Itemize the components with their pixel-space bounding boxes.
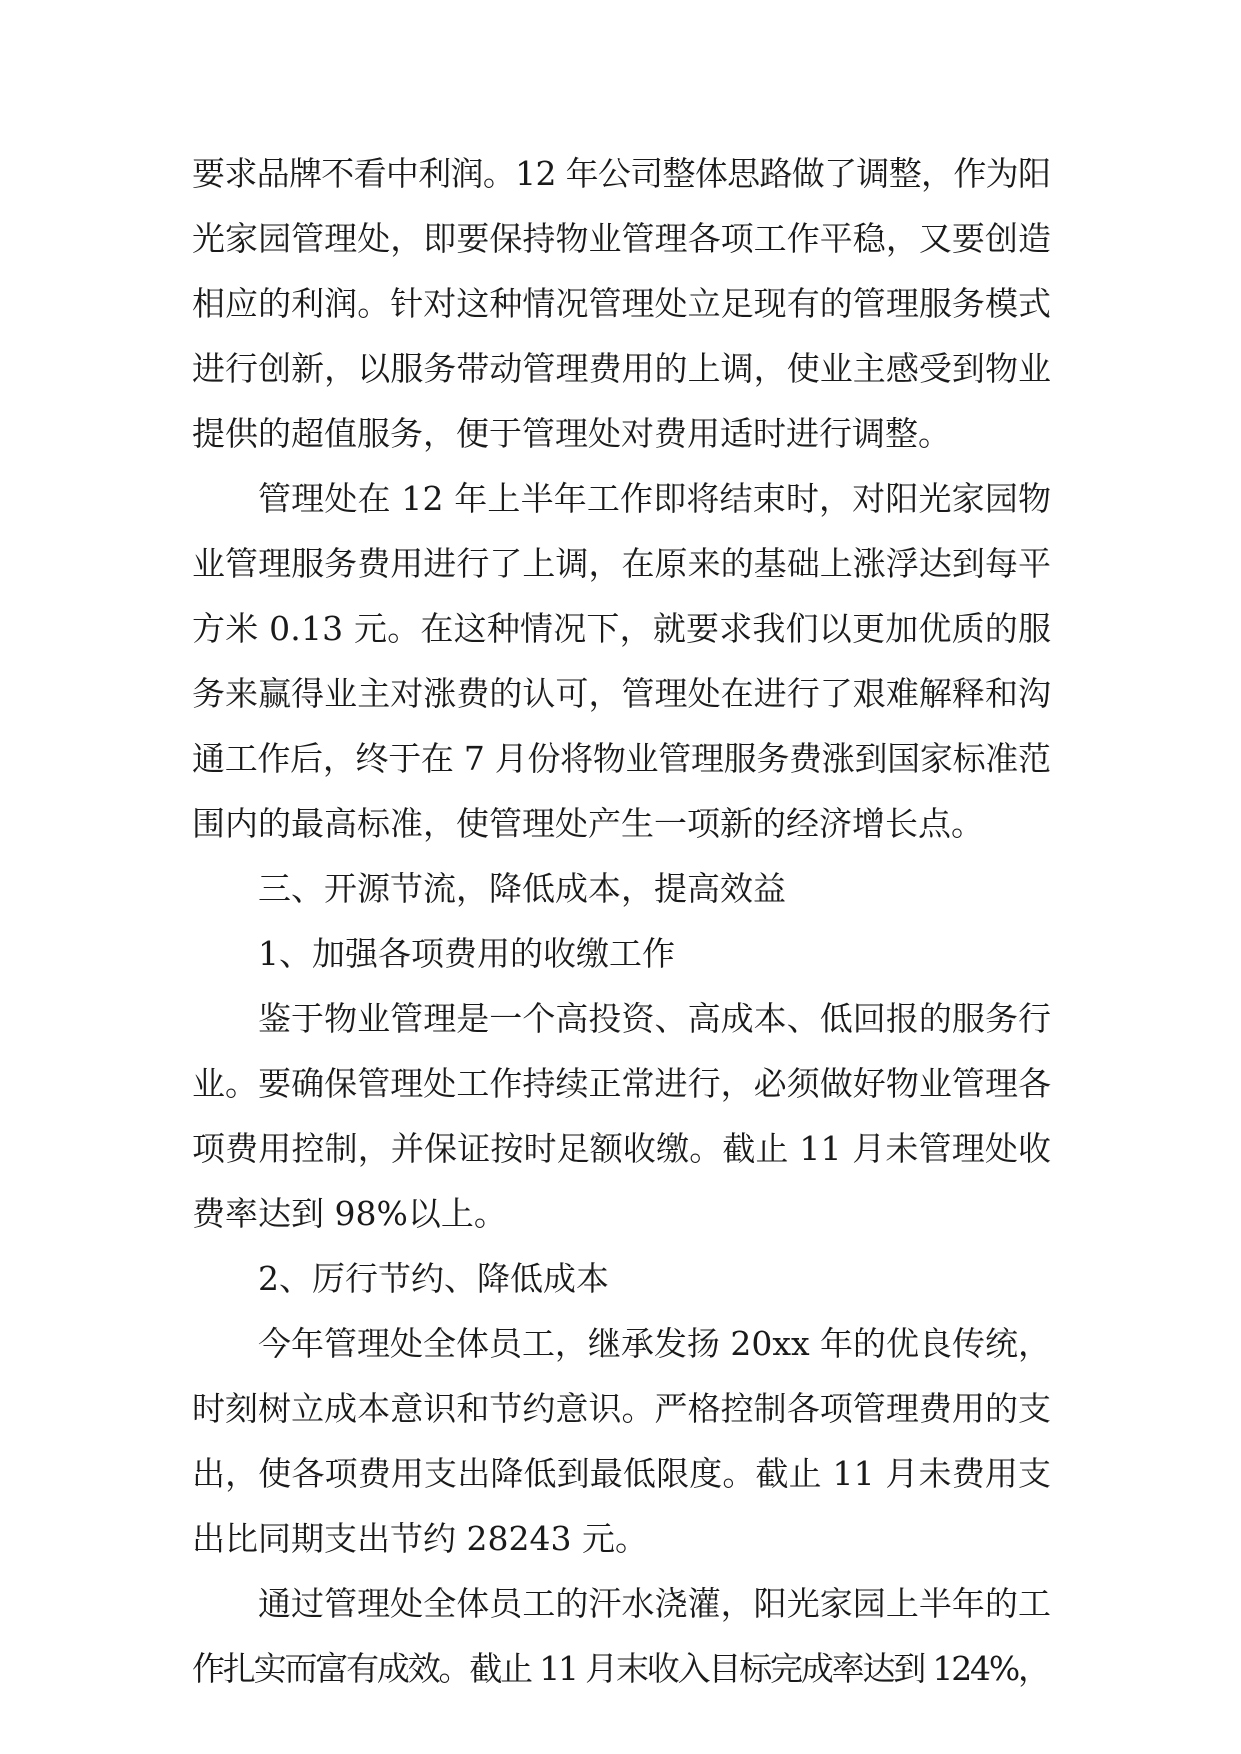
text-line-content: 方米 0.13 元。在这种情况下，就要求我们以更加优质的服: [192, 609, 1052, 648]
text-line-content: 时刻树立成本意识和节约意识。严格控制各项管理费用的支: [192, 1389, 1052, 1428]
text-line-content: 项费用控制，并保证按时足额收缴。截止 11 月未管理处收: [192, 1129, 1052, 1168]
text-line-content: 业管理服务费用进行了上调，在原来的基础上涨浮达到每平: [192, 544, 1052, 583]
text-line-content: 围内的最高标准，使管理处产生一项新的经济增长点。: [192, 804, 984, 843]
subsection-heading-text: 1、加强各项费用的收缴工作: [258, 934, 675, 973]
text-line-content: 作扎实而富有成效。截止 11 月末收入目标完成率达到 124%，: [192, 1649, 1049, 1688]
text-line-content: 要求品牌不看中利润。12 年公司整体思路做了调整，作为阳: [192, 154, 1051, 193]
text-line-content: 进行创新，以服务带动管理费用的上调，使业主感受到物业: [192, 349, 1052, 388]
text-line-content: 相应的利润。针对这种情况管理处立足现有的管理服务模式: [192, 284, 1052, 323]
text-line-content: 光家园管理处，即要保持物业管理各项工作平稳，又要创造: [192, 219, 1052, 258]
text-line-content: 提供的超值服务，便于管理处对费用适时进行调整。: [192, 414, 951, 453]
text-line-content: 出，使各项费用支出降低到最低限度。截止 11 月未费用支: [192, 1454, 1052, 1493]
text-line-content: 业。要确保管理处工作持续正常进行，必须做好物业管理各: [192, 1064, 1052, 1103]
section-heading-text: 三、开源节流，降低成本，提高效益: [258, 869, 786, 908]
text-line-content: 出比同期支出节约 28243 元。: [192, 1519, 648, 1558]
text-line-content: 通过管理处全体员工的汗水浇灌，阳光家园上半年的工: [258, 1584, 1052, 1623]
text-line-content: 费率达到 98%以上。: [192, 1194, 507, 1233]
text-line-content: 鉴于物业管理是一个高投资、高成本、低回报的服务行: [258, 999, 1052, 1038]
text-line-content: 通工作后，终于在 7 月份将物业管理服务费涨到国家标准范: [192, 739, 1051, 778]
text-line-content: 今年管理处全体员工，继承发扬 20xx 年的优良传统，: [258, 1324, 1051, 1363]
text-line-content: 管理处在 12 年上半年工作即将结束时，对阳光家园物: [258, 479, 1052, 518]
text-line-content: 务来赢得业主对涨费的认可，管理处在进行了艰难解释和沟: [192, 674, 1052, 713]
subsection-heading-text: 2、厉行节约、降低成本: [258, 1259, 609, 1298]
